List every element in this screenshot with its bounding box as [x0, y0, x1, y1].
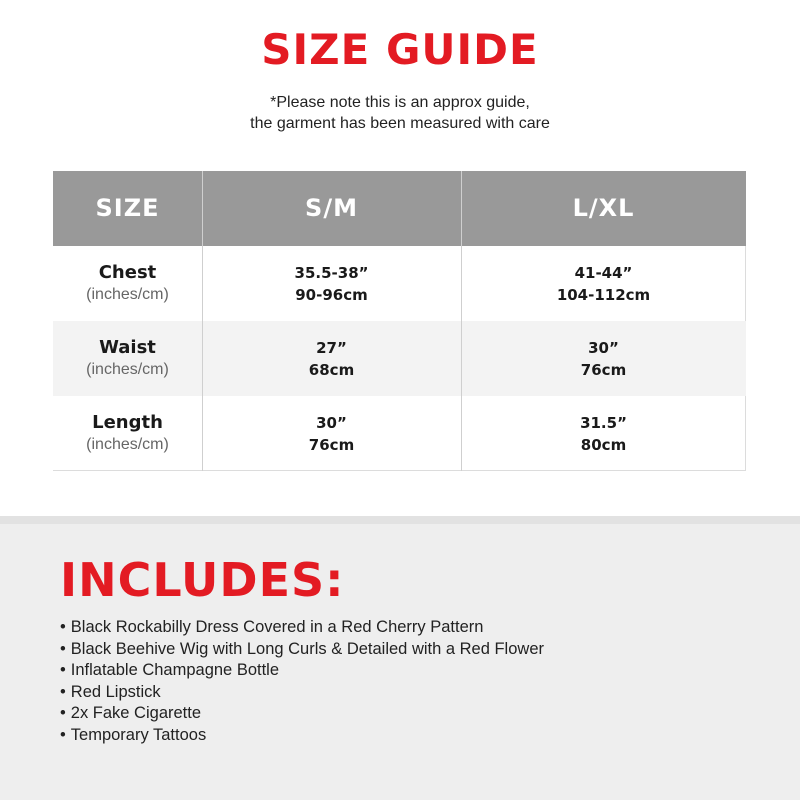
bullet-icon: • [60, 618, 66, 636]
sm-inches: 30” [316, 414, 347, 432]
list-item [60, 639, 544, 661]
sm-value-cell [202, 396, 461, 471]
row-label-cell [53, 396, 202, 471]
bullet-icon: • [60, 725, 66, 744]
lxl-inches: 41-44” [574, 264, 633, 282]
lxl-cm: 80cm [580, 436, 627, 454]
item-text: Black Beehive Wig with Long Curls & Detailed with a Red Flower [70, 639, 544, 658]
list-item [60, 725, 544, 747]
size-table [53, 171, 746, 471]
table-row-chest [53, 246, 746, 321]
includes-section [0, 516, 800, 800]
item-text: Red Lipstick [70, 682, 161, 701]
bullet-icon: • [60, 639, 66, 658]
lxl-value-cell [461, 246, 746, 321]
table-row-waist [53, 321, 746, 396]
lxl-cm: 76cm [580, 361, 627, 379]
header-size: SIZE [95, 194, 160, 222]
lxl-cm: 104-112cm [556, 286, 651, 304]
list-item [60, 682, 544, 704]
lxl-value-cell [461, 396, 746, 471]
header-lxl: L/XL [572, 194, 635, 222]
note-line-2: the garment has been measured with care [250, 115, 550, 132]
lxl-value-cell [461, 321, 746, 396]
item-text: Inflatable Champagne Bottle [70, 661, 280, 679]
includes-list [60, 617, 544, 746]
sm-inches: 27” [316, 339, 347, 357]
row-unit: (inches/cm) [86, 286, 169, 303]
row-unit: (inches/cm) [86, 436, 169, 453]
column-divider [202, 171, 203, 471]
list-item [60, 703, 544, 725]
note-line-1: *Please note this is an approx guide, [270, 94, 530, 111]
bullet-icon: • [60, 682, 66, 701]
row-label-cell [53, 321, 202, 396]
row-label: Chest [98, 262, 157, 283]
column-divider [461, 171, 462, 471]
table-row-length [53, 396, 746, 471]
sm-cm: 90-96cm [295, 286, 368, 304]
includes-title: INCLUDES: [60, 553, 345, 607]
row-unit: (inches/cm) [86, 361, 169, 378]
size-guide-title: SIZE GUIDE [261, 25, 539, 74]
item-text: Black Rockabilly Dress Covered in a Red Cherry Pattern [70, 618, 484, 636]
list-item [60, 617, 544, 639]
list-item [60, 660, 544, 682]
lxl-inches: 30” [588, 339, 619, 357]
lxl-inches: 31.5” [580, 414, 627, 432]
size-guide-note [0, 92, 800, 134]
table-header [53, 171, 746, 246]
row-label: Length [92, 412, 163, 433]
item-text: Temporary Tattoos [70, 725, 207, 744]
row-label-cell [53, 246, 202, 321]
sm-cm: 76cm [308, 436, 355, 454]
sm-value-cell [202, 246, 461, 321]
item-text: 2x Fake Cigarette [70, 704, 202, 722]
sm-inches: 35.5-38” [294, 264, 369, 282]
bullet-icon: • [60, 661, 66, 679]
bullet-icon: • [60, 704, 66, 722]
header-sm: S/M [305, 194, 358, 222]
sm-value-cell [202, 321, 461, 396]
row-label: Waist [99, 337, 156, 358]
sm-cm: 68cm [308, 361, 355, 379]
